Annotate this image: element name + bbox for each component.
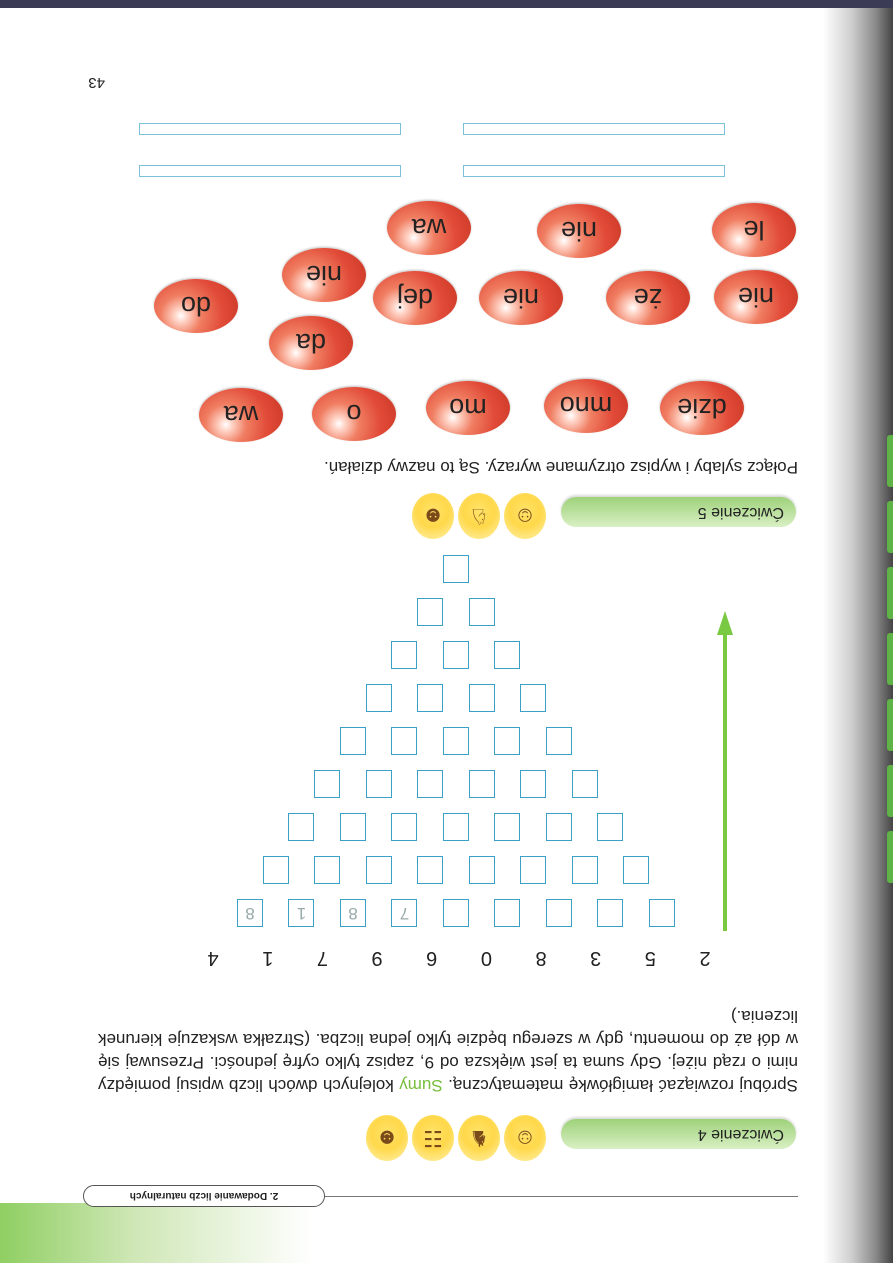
syllable-bubble[interactable]: nie <box>537 204 621 258</box>
start-number: 9 <box>371 947 383 969</box>
pyramid-box[interactable] <box>546 813 572 841</box>
syllable-bubble[interactable]: nie <box>282 248 366 302</box>
side-tabs <box>887 383 893 883</box>
pyramid-box[interactable] <box>417 598 443 626</box>
pyramid-box[interactable] <box>392 641 418 669</box>
pyramid-box[interactable]: 8 <box>340 899 366 927</box>
syllable-bubble[interactable]: da <box>269 316 353 370</box>
syllable-bubble[interactable]: do <box>154 279 238 333</box>
pyramid-box[interactable] <box>546 899 572 927</box>
pyramid-box[interactable] <box>366 684 392 712</box>
syllable-bubble[interactable]: dzie <box>660 381 744 435</box>
pyramid-box[interactable] <box>417 684 443 712</box>
start-number: 1 <box>262 947 274 969</box>
juggler-icon: ☺ <box>504 493 546 539</box>
pyramid-box[interactable] <box>469 770 495 798</box>
pyramid-box[interactable] <box>443 727 469 755</box>
pyramid-box[interactable] <box>469 684 495 712</box>
pyramid-box[interactable] <box>495 813 521 841</box>
pyramid-box[interactable]: 7 <box>392 899 418 927</box>
pyramid-box[interactable] <box>417 770 443 798</box>
start-number: 6 <box>426 947 438 969</box>
exercise5-header <box>346 497 796 527</box>
pyramid-box[interactable] <box>443 641 469 669</box>
pyramid-box[interactable] <box>649 899 675 927</box>
scan-edge <box>0 0 893 8</box>
exercise5-title: Ćwiczenie 5 <box>561 497 796 527</box>
exercise4-text: Spróbuj rozwiązać łamigłówkę matematyczną. Sumy kolejnych dwóch liczb wpisuj pomiędzy nimi o rząd niżej. Gdy suma ta jest większa od 9, zapisz tylko cyfrę jedności. Przesuwaj się w dół aż do momentu, gdy w szeregu będzie tylko jedna liczba. (Strzałka wskazuje kierunek liczenia.) <box>98 1007 798 1095</box>
pyramid-box[interactable] <box>314 856 340 884</box>
answer-line[interactable] <box>463 165 725 177</box>
pyramid-box[interactable] <box>289 813 315 841</box>
answer-line[interactable] <box>139 165 401 177</box>
pyramid-box[interactable] <box>340 813 366 841</box>
answer-line[interactable] <box>463 123 725 135</box>
pyramid-box[interactable] <box>392 727 418 755</box>
boy-with-puzzle-icon: ☻ <box>366 1115 408 1161</box>
ladder-icon: ☷ <box>412 1115 454 1161</box>
runner-icon: ♘ <box>458 493 500 539</box>
exercise5-icons <box>412 493 546 539</box>
pyramid-box[interactable] <box>443 555 469 583</box>
start-number: 0 <box>480 947 492 969</box>
pyramid-box[interactable] <box>443 813 469 841</box>
pyramid-box[interactable] <box>417 856 443 884</box>
pyramid-box[interactable] <box>495 727 521 755</box>
start-numbers-row <box>203 946 715 969</box>
pyramid-box[interactable] <box>469 856 495 884</box>
chapter-label: 2. Dodawanie liczb naturalnych <box>83 1185 325 1207</box>
exercise4-icons <box>366 1115 546 1161</box>
pyramid-box[interactable] <box>520 684 546 712</box>
pyramid-box[interactable] <box>443 899 469 927</box>
syllable-bubble[interactable]: wa <box>199 388 283 442</box>
boy-reading-icon: ☻ <box>412 493 454 539</box>
answer-line[interactable] <box>139 123 401 135</box>
binding-shadow <box>823 0 893 1263</box>
juggler-icon: ☺ <box>504 1115 546 1161</box>
pyramid-box[interactable] <box>572 770 598 798</box>
syllable-bubble[interactable]: o <box>312 387 396 441</box>
chess-player-icon: ♞ <box>458 1115 500 1161</box>
syllable-bubble[interactable]: mo <box>426 381 510 435</box>
syllable-bubble[interactable]: le <box>712 203 796 257</box>
exercise4-title: Ćwiczenie 4 <box>561 1119 796 1149</box>
page-number: 43 <box>88 74 105 91</box>
pyramid-box[interactable] <box>495 641 521 669</box>
syllable-bubble[interactable]: mno <box>544 379 628 433</box>
pyramid-box[interactable] <box>623 856 649 884</box>
pyramid-box[interactable] <box>598 899 624 927</box>
down-arrow-icon <box>717 611 733 931</box>
exercise5-instruction: Połącz sylaby i wypisz otrzymane wyrazy. Są to nazwy działań. <box>324 458 798 477</box>
pyramid-box[interactable] <box>572 856 598 884</box>
exercise4-header <box>276 1119 796 1149</box>
pyramid-box[interactable] <box>366 770 392 798</box>
pyramid-box[interactable] <box>546 727 572 755</box>
pyramid-box[interactable] <box>340 727 366 755</box>
start-number: 8 <box>535 947 547 969</box>
pyramid-box[interactable] <box>392 813 418 841</box>
pyramid-box[interactable]: 1 <box>289 899 315 927</box>
start-number: 4 <box>207 947 219 969</box>
pyramid-box[interactable] <box>495 899 521 927</box>
pyramid-box[interactable] <box>520 856 546 884</box>
syllable-bubble[interactable]: nie <box>714 270 798 324</box>
syllable-bubble[interactable]: że <box>606 271 690 325</box>
syllable-bubble[interactable]: wa <box>387 201 471 255</box>
pyramid-box[interactable] <box>263 856 289 884</box>
pyramid-box[interactable] <box>598 813 624 841</box>
syllable-bubble[interactable]: nie <box>479 271 563 325</box>
start-number: 2 <box>699 947 711 969</box>
start-number: 3 <box>590 947 602 969</box>
pyramid-box[interactable] <box>314 770 340 798</box>
top-green-band <box>0 1203 893 1263</box>
pyramid-box[interactable]: 8 <box>237 899 263 927</box>
pyramid-box[interactable] <box>469 598 495 626</box>
start-number: 5 <box>644 947 656 969</box>
start-number: 7 <box>316 947 328 969</box>
syllable-bubble[interactable]: dej <box>373 271 457 325</box>
pyramid-box[interactable] <box>366 856 392 884</box>
pyramid-box[interactable] <box>520 770 546 798</box>
